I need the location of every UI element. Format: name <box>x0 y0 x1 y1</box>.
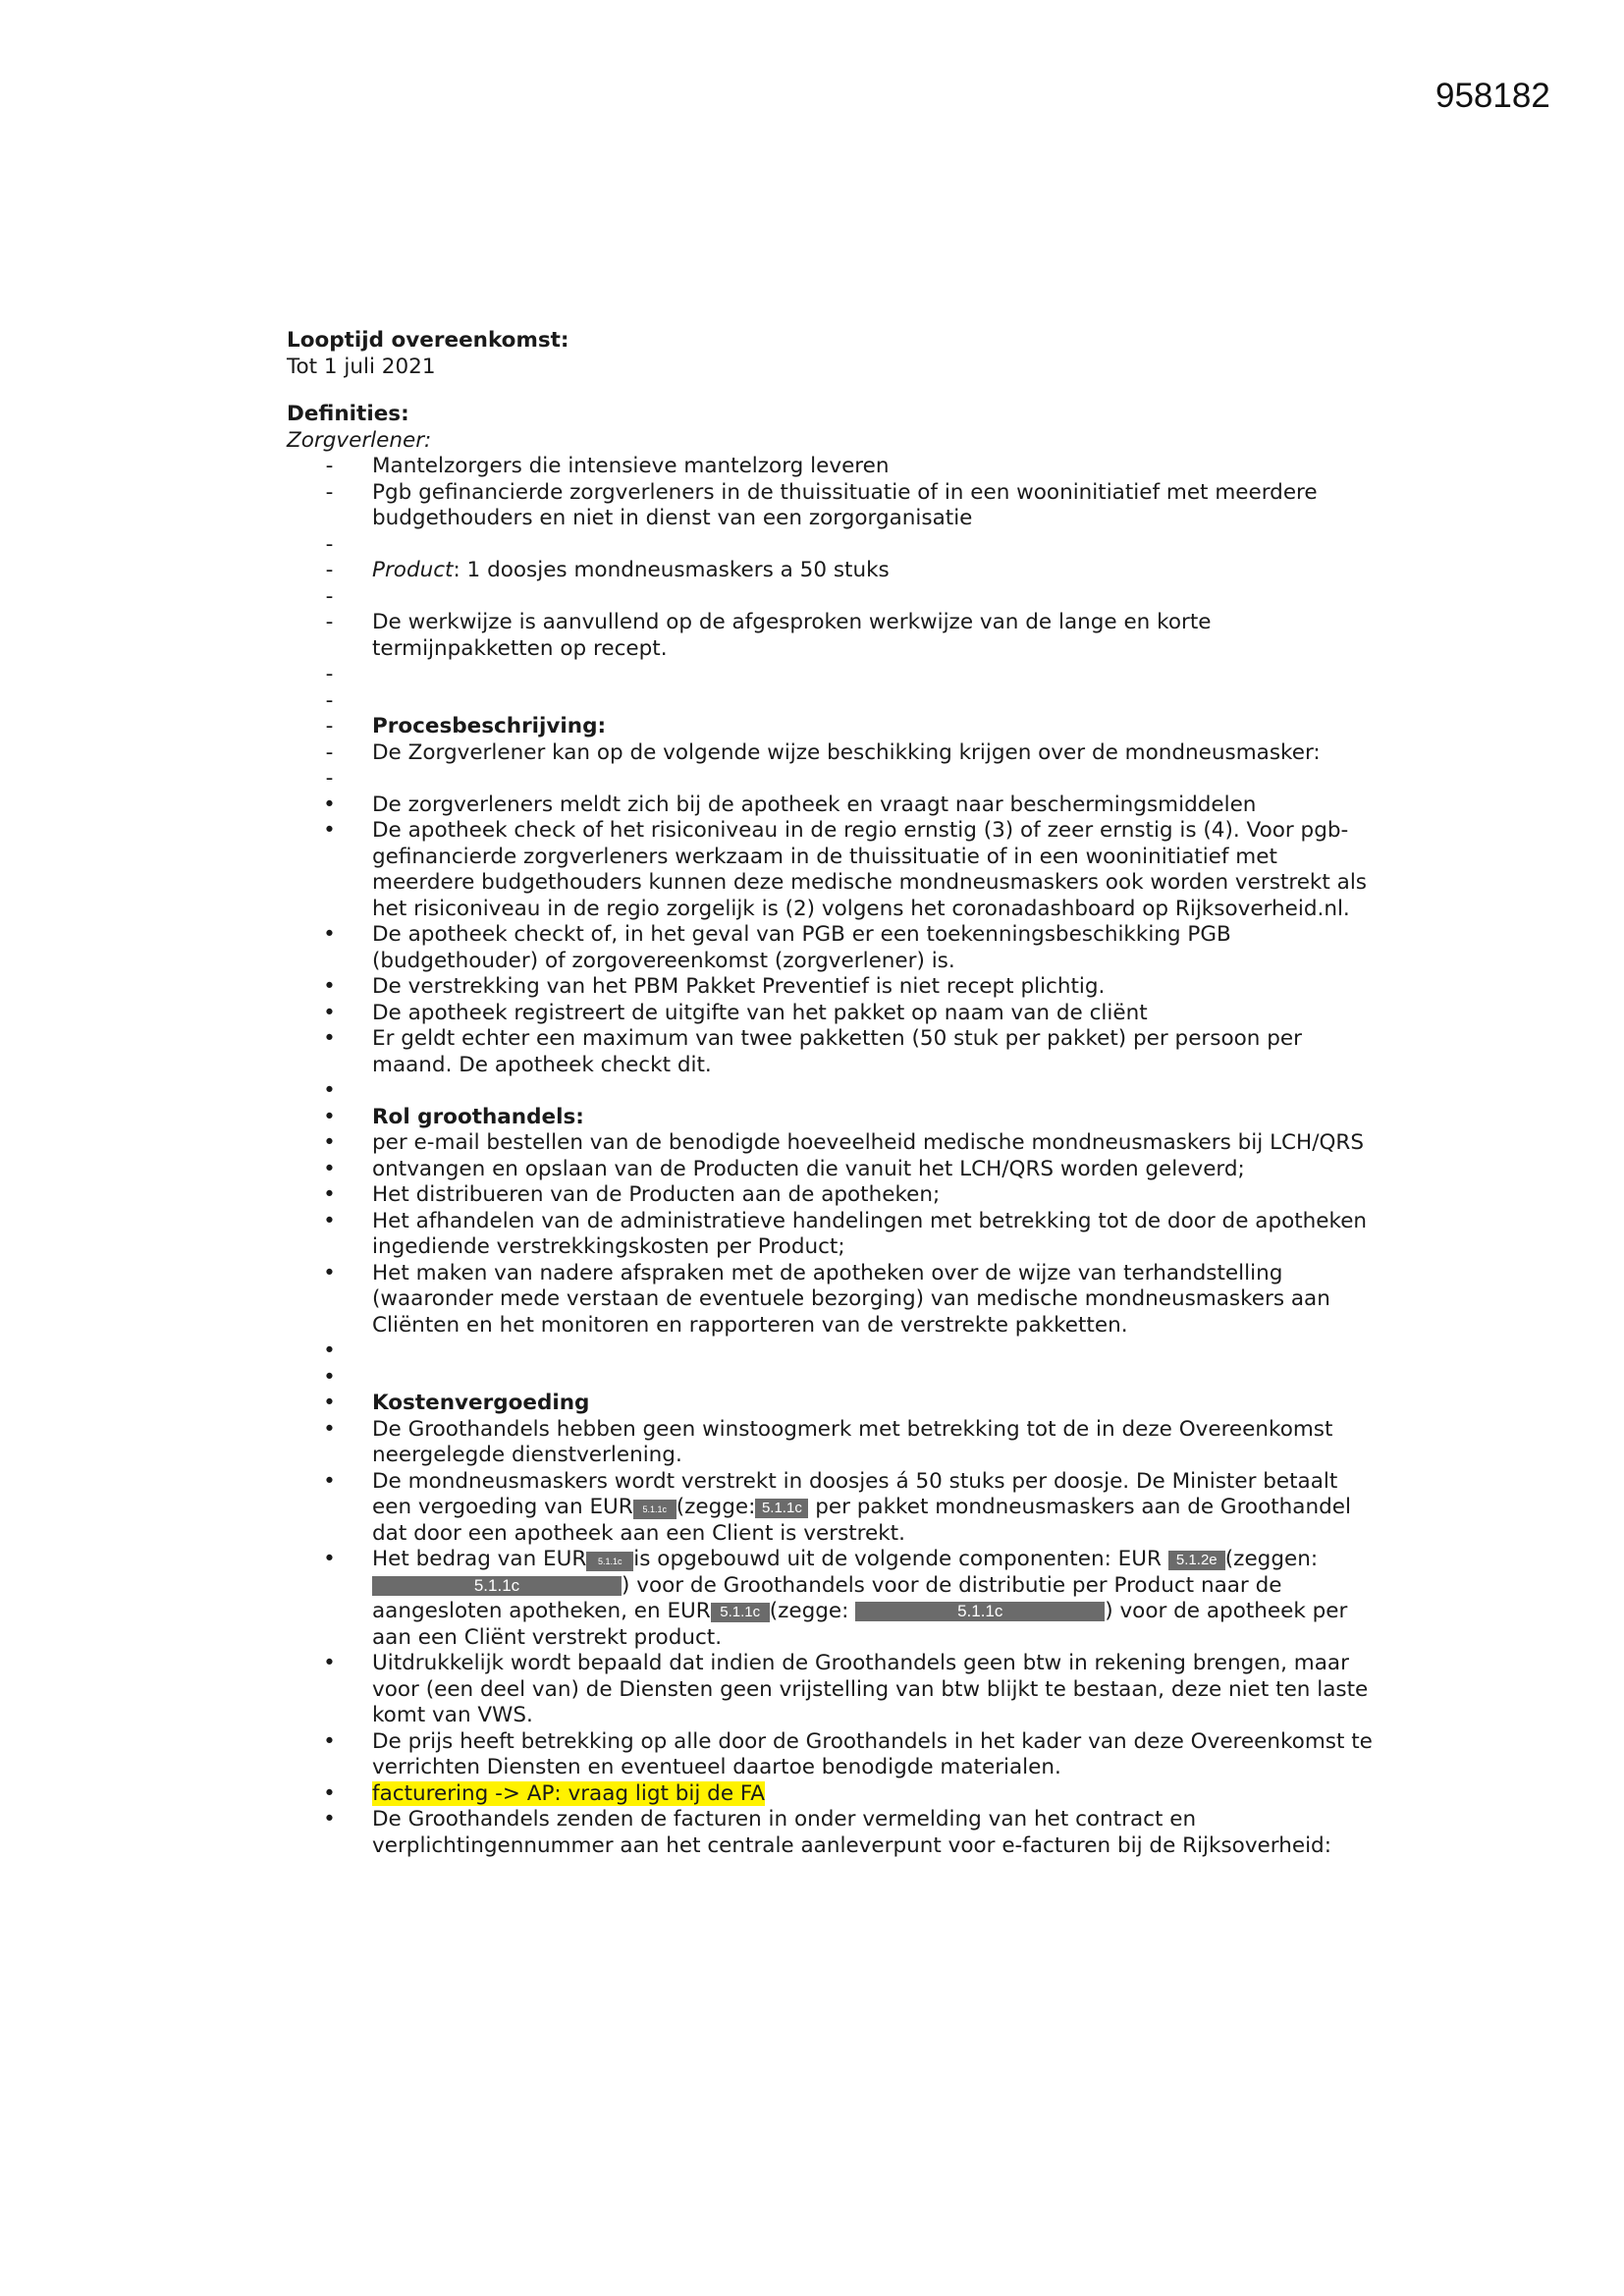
bullet-marker: • <box>323 974 336 999</box>
procesbeschrijving-heading: Procesbeschrijving: <box>372 714 607 738</box>
bedrag-text-a: Het bedrag van EUR <box>372 1547 587 1571</box>
dash-marker: - <box>325 610 334 634</box>
dash-marker: - <box>325 739 334 765</box>
dash-marker: - <box>325 454 334 478</box>
definities-subtitle: Zorgverlener: <box>287 427 432 453</box>
list-item <box>287 480 1377 532</box>
dash-marker: - <box>325 714 334 738</box>
list-item-text <box>372 1781 1377 1808</box>
bullet-marker: • <box>323 1156 336 1181</box>
bullet-marker: • <box>323 1104 336 1129</box>
document-body <box>287 328 1377 1859</box>
list-item-text: De werkwijze is aanvullend op de afgesproken werkwijze van de lange en korte termijnpakketten op recept. <box>372 610 1212 661</box>
dash-marker: - <box>325 479 334 505</box>
list-item <box>287 1078 1377 1105</box>
redaction-box: 5.1.1c <box>711 1603 770 1622</box>
list-item <box>287 662 1377 688</box>
bedrag-text-f: ) voor de apotheek per aan een Cliënt verstrekt product. <box>372 1599 1348 1650</box>
list-item-text <box>372 584 1377 611</box>
list-item <box>287 1182 1377 1209</box>
definities-heading: Definities: <box>287 402 409 426</box>
list-item <box>287 532 1377 559</box>
list-item-text <box>372 1339 1377 1365</box>
list-item <box>287 1105 1377 1131</box>
list-item <box>287 1130 1377 1157</box>
list-item-text <box>372 688 1377 715</box>
bullet-marker: • <box>323 1547 336 1571</box>
list-item-text <box>372 766 1377 793</box>
list-item-text: De Groothandels hebben geen winstoogmerk met betrekking tot de in deze Overeenkomst neergelegde dienstverlening. <box>372 1416 1333 1467</box>
bullet-marker: • <box>323 1026 336 1051</box>
list-item <box>287 1651 1377 1729</box>
list-item <box>287 1729 1377 1781</box>
list-item <box>287 558 1377 584</box>
redaction-box: 5.1.1c <box>372 1576 622 1596</box>
list-item <box>287 974 1377 1001</box>
list-item-text <box>372 1547 1377 1651</box>
list-item <box>287 1417 1377 1469</box>
list-item-text <box>372 1078 1377 1105</box>
bullet-marker: • <box>323 1000 336 1025</box>
list-item <box>287 610 1377 662</box>
list-item <box>287 793 1377 819</box>
dash-marker: - <box>325 687 334 713</box>
looptijd-section <box>287 328 1377 380</box>
dash-marker: - <box>325 531 334 557</box>
list-item-text: De apotheek registreert de uitgifte van het pakket op naam van de cliënt <box>372 1000 1148 1025</box>
looptijd-heading: Looptijd overeenkomst: <box>287 328 569 353</box>
bullet-marker: • <box>323 1260 336 1285</box>
list-item <box>287 922 1377 974</box>
bullet-marker: • <box>323 1416 336 1442</box>
dash-marker: - <box>325 766 334 791</box>
list-item-text <box>372 1469 1377 1548</box>
list-item <box>287 1807 1377 1859</box>
bullet-marker: • <box>323 1130 336 1155</box>
list-item-text: Er geldt echter een maximum van twee pakketten (50 stuk per pakket) per persoon per maand. De apotheek checkt dit. <box>372 1026 1302 1077</box>
list-item <box>287 1026 1377 1078</box>
redaction-box: 5.1.1c <box>633 1500 677 1519</box>
product-label: Product <box>372 558 454 582</box>
list-item-text: De zorgverleners meldt zich bij de apotheek en vraagt naar beschermingsmiddelen <box>372 792 1257 817</box>
product-text: : 1 doosjes mondneusmaskers a 50 stuks <box>453 558 890 582</box>
list-item <box>287 714 1377 740</box>
bullet-marker: • <box>323 1651 336 1675</box>
list-item <box>287 818 1377 922</box>
list-item-text: Het distribueren van de Producten aan de apotheken; <box>372 1182 941 1207</box>
bullet-marker: • <box>323 1468 336 1494</box>
list-item-text: Pgb gefinancierde zorgverleners in de thuissituatie of in een wooninitiatief met meerdere budgethouders en niet in dienst van een zorgorganisatie <box>372 479 1318 530</box>
list-item-text <box>372 558 1377 584</box>
bullet-marker: • <box>323 1078 336 1103</box>
dash-marker: - <box>325 662 334 686</box>
list-item <box>287 454 1377 480</box>
list-item <box>287 1781 1377 1808</box>
list-item-text: De apotheek check of het risiconiveau in de regio ernstig (3) of zeer ernstig is (4). Voor pgb-gefinancierde zorgverleners werkzaam in de thuissituatie of in een wooninitiatief met meerdere budgethouders kunnen deze medische mondneusmaskers ook worden verstrekt als het risiconiveau in de regio zorgelijk is (2) volgens het coronadashboard op Rijksoverheid.nl. <box>372 818 1367 921</box>
redaction-box: 5.1.1c <box>586 1552 633 1571</box>
list-item-text: De verstrekking van het PBM Pakket Preventief is niet recept plichtig. <box>372 974 1106 999</box>
list-item-text: Uitdrukkelijk wordt bepaald dat indien de Groothandels geen btw in rekening brengen, maar voor (een deel van) de Diensten geen vrijstelling van btw blijkt te bestaan, deze niet ten laste komt van VWS. <box>372 1651 1369 1727</box>
bedrag-text-d: ) voor de Groothandels voor de distributie per Product naar de aangesloten apotheken, en EUR <box>372 1572 1282 1623</box>
list-item <box>287 1001 1377 1027</box>
list-item <box>287 1547 1377 1651</box>
looptijd-value: Tot 1 juli 2021 <box>287 354 436 379</box>
list-item-text <box>372 532 1377 559</box>
bullet-marker: • <box>323 1339 336 1363</box>
list-item-text: ontvangen en opslaan van de Producten die vanuit het LCH/QRS worden geleverd; <box>372 1156 1245 1181</box>
list-item <box>287 740 1377 767</box>
list-item <box>287 688 1377 715</box>
list-item <box>287 1391 1377 1417</box>
vergoeding-text-c: per pakket mondneusmaskers aan de Groothandel dat door een apotheek aan een Client is verstrekt. <box>372 1495 1351 1546</box>
dash-marker: - <box>325 558 334 582</box>
list-item-text: Het afhandelen van de administratieve handelingen met betrekking tot de door de apotheken ingediende verstrekkingskosten per Product; <box>372 1208 1368 1259</box>
bullet-marker: • <box>323 1728 336 1754</box>
bedrag-text-c: (zeggen: <box>1224 1547 1319 1571</box>
list-item <box>287 1157 1377 1183</box>
bullet-marker: • <box>323 1807 336 1831</box>
dash-marker: - <box>325 583 334 609</box>
list-item <box>287 1209 1377 1261</box>
highlighted-note: facturering -> AP: vraag ligt bij de FA <box>372 1780 765 1806</box>
list-item-text: De apotheek checkt of, in het geval van PGB er een toekenningsbeschikking PGB (budgethouder) of zorgovereenkomst (zorgverlener) is. <box>372 922 1231 973</box>
bullet-marker: • <box>323 922 336 947</box>
list-item-text: Mantelzorgers die intensieve mantelzorg leveren <box>372 454 890 478</box>
definities-section <box>287 402 1377 1859</box>
bedrag-text-e: (zegge: <box>769 1599 849 1623</box>
redaction-box: 5.1.1c <box>755 1499 808 1518</box>
list-item <box>287 1469 1377 1548</box>
kosten-heading: Kostenvergoeding <box>372 1391 590 1415</box>
bullet-marker: • <box>323 1208 336 1233</box>
list-item <box>287 584 1377 611</box>
list-item-text <box>372 662 1377 688</box>
redaction-box: 5.1.1c <box>855 1602 1105 1621</box>
list-item-text: De Zorgverlener kan op de volgende wijze beschikking krijgen over de mondneusmasker: <box>372 739 1321 765</box>
bullet-marker: • <box>323 1182 336 1207</box>
redaction-box: 5.1.2e <box>1168 1551 1225 1570</box>
list-item-text: De Groothandels zenden de facturen in onder vermelding van het contract en verplichtingennummer aan het centrale aanleverpunt voor e-facturen bij de Rijksoverheid: <box>372 1807 1331 1858</box>
vergoeding-text-a: De mondneusmaskers wordt verstrekt in doosjes á 50 stuks per doosje. De Minister betaalt een vergoeding van EUR <box>372 1468 1338 1519</box>
bullet-marker: • <box>323 792 336 817</box>
bullet-marker: • <box>323 1780 336 1806</box>
bullet-marker: • <box>323 1364 336 1390</box>
list-item <box>287 1365 1377 1392</box>
list-item-text: De prijs heeft betrekking op alle door de Groothandels in het kader van deze Overeenkomst te verrichten Diensten en eventueel daartoe benodigde materialen. <box>372 1728 1373 1779</box>
list-item <box>287 1339 1377 1365</box>
list-item-text: Het maken van nadere afspraken met de apotheken over de wijze van terhandstelling (waaronder mede verstaan de eventuele bezorging) van medische mondneusmaskers aan Cliënten en het monitoren en rapporteren van de verstrekte pakketten. <box>372 1260 1330 1338</box>
bullet-marker: • <box>323 818 336 843</box>
vergoeding-text-b: (zegge: <box>676 1495 756 1519</box>
rol-heading: Rol groothandels: <box>372 1104 584 1129</box>
list-item <box>287 1261 1377 1339</box>
page-number: 958182 <box>1435 77 1550 115</box>
list-item-text: per e-mail bestellen van de benodigde hoeveelheid medische mondneusmaskers bij LCH/QRS <box>372 1130 1364 1155</box>
list-item <box>287 766 1377 793</box>
list-item-text <box>372 1365 1377 1392</box>
bullet-marker: • <box>323 1391 336 1415</box>
bedrag-text-b: is opgebouwd uit de volgende componenten: EUR <box>633 1547 1162 1571</box>
